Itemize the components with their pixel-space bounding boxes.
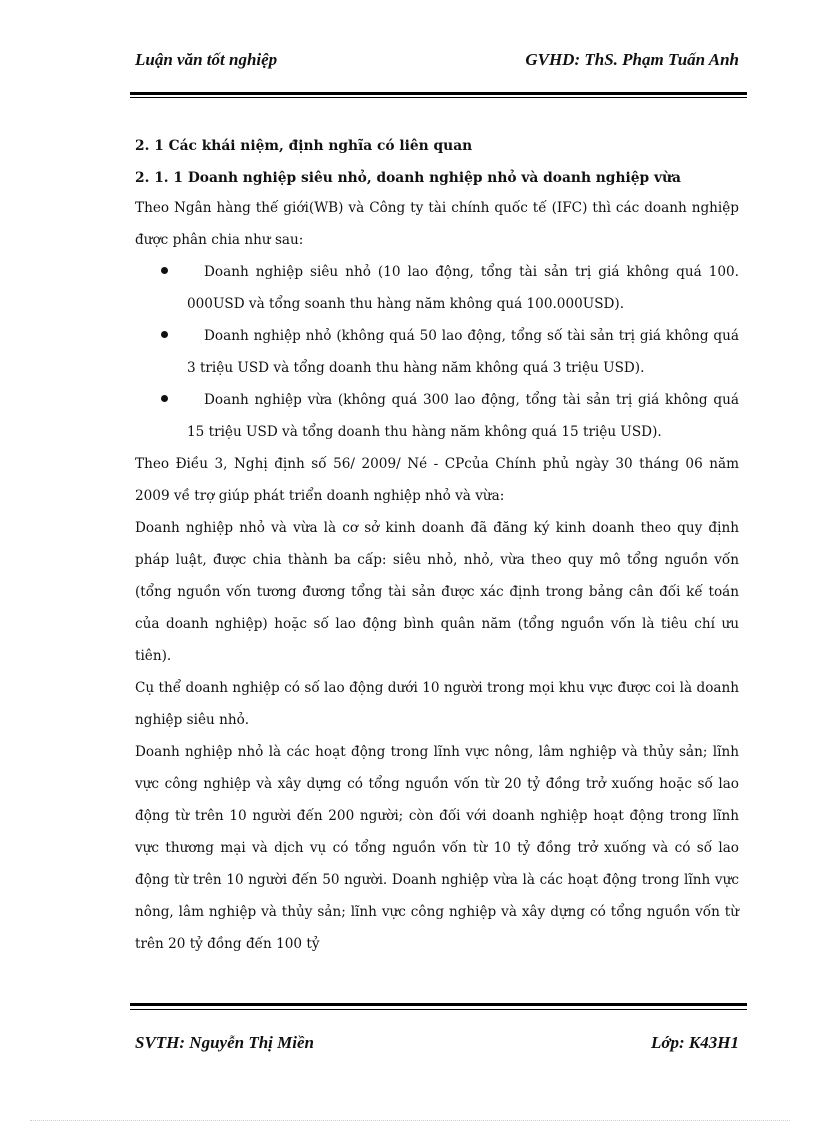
classification-list <box>135 256 739 448</box>
paragraph-decree: Theo Điều 3, Nghị định số 56/ 2009/ Né - CPcủa Chính phủ ngày 30 tháng 06 năm 2009 về trợ giúp phát triển doanh nghiệp nhỏ và vừa: <box>135 456 739 504</box>
bullet-icon <box>161 395 168 402</box>
footer-rule-thin <box>130 1009 747 1010</box>
bullet-icon <box>161 331 168 338</box>
header-rule-thin <box>130 97 747 98</box>
bullet-icon <box>161 267 168 274</box>
paragraph-definition: Doanh nghiệp nhỏ và vừa là cơ sở kinh doanh đã đăng ký kinh doanh theo quy định pháp luật, được chia thành ba cấp: siêu nhỏ, nhỏ, vừa theo quy mô tổng nguồn vốn (tổng nguồn vốn tương đương tổng tài sản được xác định trong bảng cân đối kế toán của doanh nghiệp) hoặc số lao động bình quân năm (tổng nguồn vốn là tiêu chí ưu tiên). <box>135 520 739 664</box>
list-item-text: Doanh nghiệp nhỏ (không quá 50 lao động, tổng số tài sản trị giá không quá 3 triệu USD và tổng doanh thu hàng năm không quá 3 triệu USD). <box>187 328 739 376</box>
list-item-text: Doanh nghiệp vừa (không quá 300 lao động, tổng tài sản trị giá không quá 15 triệu USD và tổng doanh thu hàng năm không quá 15 triệu USD). <box>187 392 739 440</box>
list-item <box>135 256 739 320</box>
footer-class: Lớp: K43H1 <box>651 1033 739 1052</box>
section-heading: 2. 1 Các khái niệm, định nghĩa có liên quan <box>135 138 473 154</box>
page-edge-divider <box>30 1120 790 1121</box>
header-supervisor: GVHD: ThS. Phạm Tuấn Anh <box>525 50 739 69</box>
paragraph-micro: Cụ thể doanh nghiệp có số lao động dưới 10 người trong mọi khu vực được coi là doanh nghiệp siêu nhỏ. <box>135 680 739 728</box>
list-item-text: Doanh nghiệp siêu nhỏ (10 lao động, tổng tài sản trị giá không quá 100. 000USD và tổng soanh thu hàng năm không quá 100.000USD). <box>187 264 739 312</box>
subsection-heading: 2. 1. 1 Doanh nghiệp siêu nhỏ, doanh nghiệp nhỏ và doanh nghiệp vừa <box>135 170 681 186</box>
footer-student: SVTH: Nguyễn Thị Miền <box>135 1033 314 1052</box>
header-rule-thick <box>130 92 747 95</box>
footer-rule-thick <box>130 1003 747 1006</box>
paragraph-intro: Theo Ngân hàng thế giới(WB) và Công ty tài chính quốc tế (IFC) thì các doanh nghiệp được phân chia như sau: <box>135 200 739 248</box>
header-thesis-title: Luận văn tốt nghiệp <box>135 50 278 69</box>
list-item <box>135 320 739 384</box>
page-footer <box>135 1033 739 1053</box>
page-header <box>135 50 739 70</box>
list-item <box>135 384 739 448</box>
page-body <box>135 132 739 960</box>
paragraph-small-medium: Doanh nghiệp nhỏ là các hoạt động trong lĩnh vực nông, lâm nghiệp và thủy sản; lĩnh vực công nghiệp và xây dựng có tổng nguồn vốn từ 20 tỷ đồng trở xuống hoặc số lao động từ trên 10 người đến 200 người; còn đối với doanh nghiệp hoạt động trong lĩnh vực thương mại và dịch vụ có tổng nguồn vốn từ 10 tỷ đồng trở xuống và có số lao động từ trên 10 người đến 50 người. Doanh nghiệp vừa là các hoạt động trong lĩnh vực nông, lâm nghiệp và thủy sản; lĩnh vực công nghiệp và xây dựng có tổng nguồn vốn từ trên 20 tỷ đồng đến 100 tỷ <box>135 744 739 952</box>
